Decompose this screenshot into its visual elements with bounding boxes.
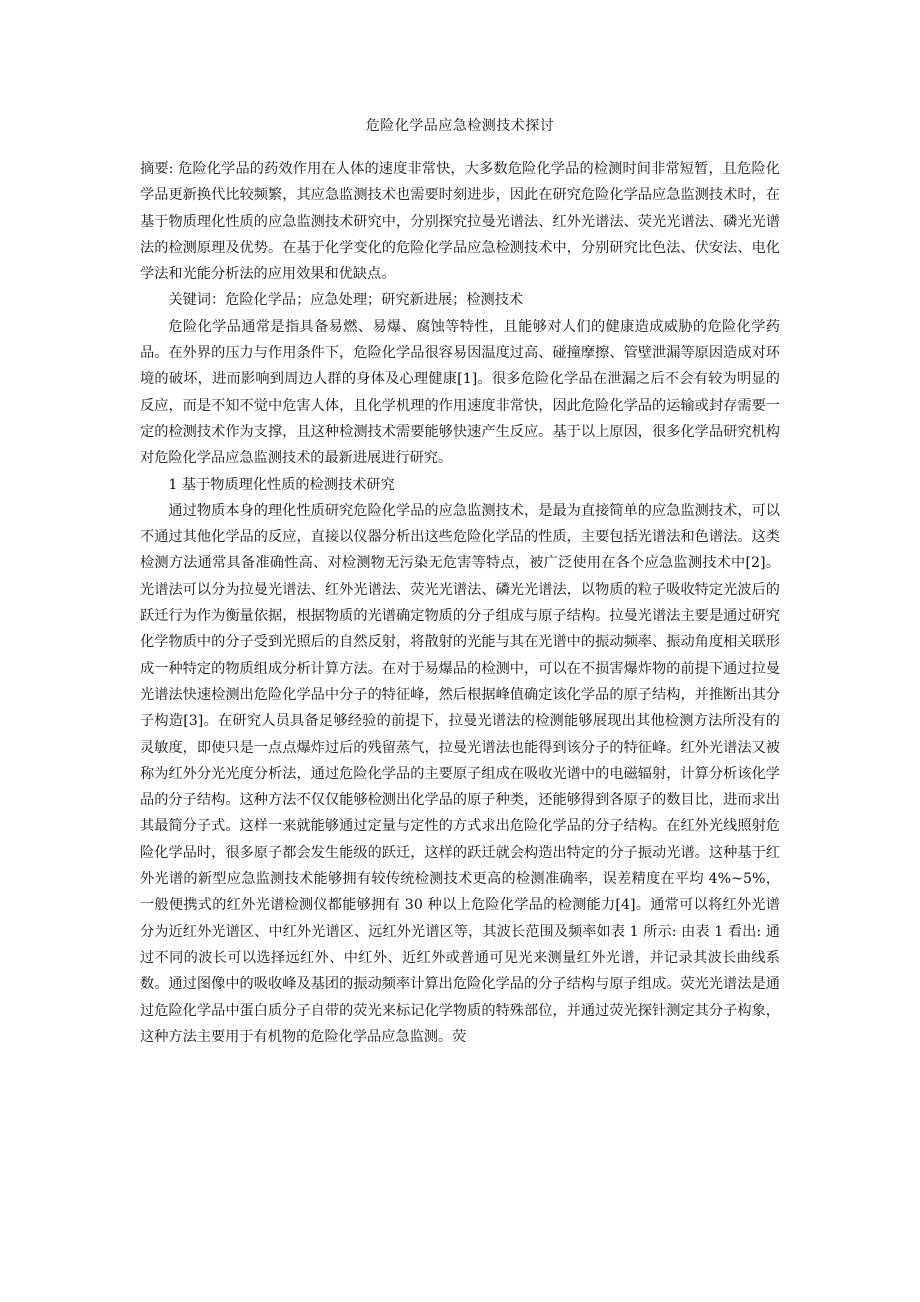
section-paragraph: 通过物质本身的理化性质研究危险化学品的应急监测技术，是最为直接简单的应急监测技术，可以不通过其他化学品的反应，直接以仪器分析出这些危险化学品的性质，主要包括光谱法和色谱法。这类检测方法通常具备准确性高、对检测物无污染无危害等特点，被广泛使用在各个应急监测技术中[2]。光谱法可以分为拉曼光谱法、红外光谱法、荧光光谱法、磷光光谱法，以物质的粒子吸收特定光波后的跃迁行为作为衡量依据，根据物质的光谱确定物质的分子组成与原子结构。拉曼光谱法主要是通过研究化学物质中的分子受到光照后的自然反射，将散射的光能与其在光谱中的振动频率、振动角度相关联形成一种特定的物质组成分析计算方法。在对于易爆品的检测中，可以在不损害爆炸物的前提下通过拉曼光谱法快速检测出危险化学品中分子的特征峰，然后根据峰值确定该化学品的原子结构，并推断出其分子构造[3]。在研究人员具备足够经验的前提下，拉曼光谱法的检测能够展现出其他检测方法所没有的灵敏度，即使只是一点点爆炸过后的残留蒸气，拉曼光谱法也能得到该分子的特征峰。红外光谱法又被称为红外分光光度分析法，通过危险化学品的主要原子组成在吸收光谱中的电磁辐射，计算分析该化学品的分子结构。这种方法不仅仅能够检测出化学品的原子种类，还能够得到各原子的数目比，进而求出其最简分子式。这样一来就能够通过定量与定性的方式求出危险化学品的分子结构。在红外光线照射危险化学品时，很多原子都会发生能级的跃迁，这样的跃迁就会构造出特定的分子振动光谱。这种基于红外光谱的新型应急监测技术能够拥有较传统检测技术更高的检测准确率，误差精度在平均 4%~5%，一般便携式的红外光谱检测仪都能够拥有 30 种以上危险化学品的检测能力[4]。通常可以将红外光谱分为近红外光谱区、中红外光谱区、远红外光谱区等，其波长范围及频率如表 1 所示: 由表 1 看出: 通过不同的波长可以选择远红外、中红外、近红外或普通可见光来测量红外光谱，并记录其波长曲线系数。通过图像中的吸收峰及基团的振动频率计算出危险化学品的分子结构与原子组成。荧光光谱法是通过危险化学品中蛋白质分子自带的荧光来标记化学物质的特殊部位，并通过荧光探针测定其分子构象，这种方法主要用于有机物的危险化学品应急监测。荧 (140, 502, 780, 1045)
document-body (140, 156, 780, 1050)
intro-paragraph: 危险化学品通常是指具备易燃、易爆、腐蚀等特性，且能够对人们的健康造成威胁的危险化学药品。在外界的压力与作用条件下，危险化学品很容易因温度过高、碰撞摩擦、管壁泄漏等原因造成对环境的破坏，进而影响到周边人群的身体及心理健康[1]。很多危险化学品在泄漏之后不会有较为明显的反应，而是不知不觉中危害人体，且化学机理的作用速度非常快，因此危险化学品的运输或封存需要一定的检测技术作为支撑，且这种检测技术需要能够快速产生反应。基于以上原因，很多化学品研究机构对危险化学品应急监测技术的最新进展进行研究。 (140, 318, 780, 467)
keywords-paragraph: 关键词：危险化学品；应急处理；研究新进展；检测技术 (168, 292, 524, 309)
document-title: 危险化学品应急检测技术探讨 (365, 118, 555, 134)
section-heading: 1 基于物质理化性质的检测技术研究 (168, 476, 395, 493)
abstract-paragraph: 摘要: 危险化学品的药效作用在人体的速度非常快，大多数危险化学品的检测时间非常短暂，且危险化学品更新换代比较频繁，其应急监测技术也需要时刻进步，因此在研究危险化学品应急监测技术时，在基于物质理化性质的应急监测技术研究中，分别探究拉曼光谱法、红外光谱法、荧光光谱法、磷光光谱法的检测原理及优势。在基于化学变化的危险化学品应急检测技术中，分别研究比色法、伏安法、电化学法和光能分析法的应用效果和优缺点。 (140, 161, 780, 283)
